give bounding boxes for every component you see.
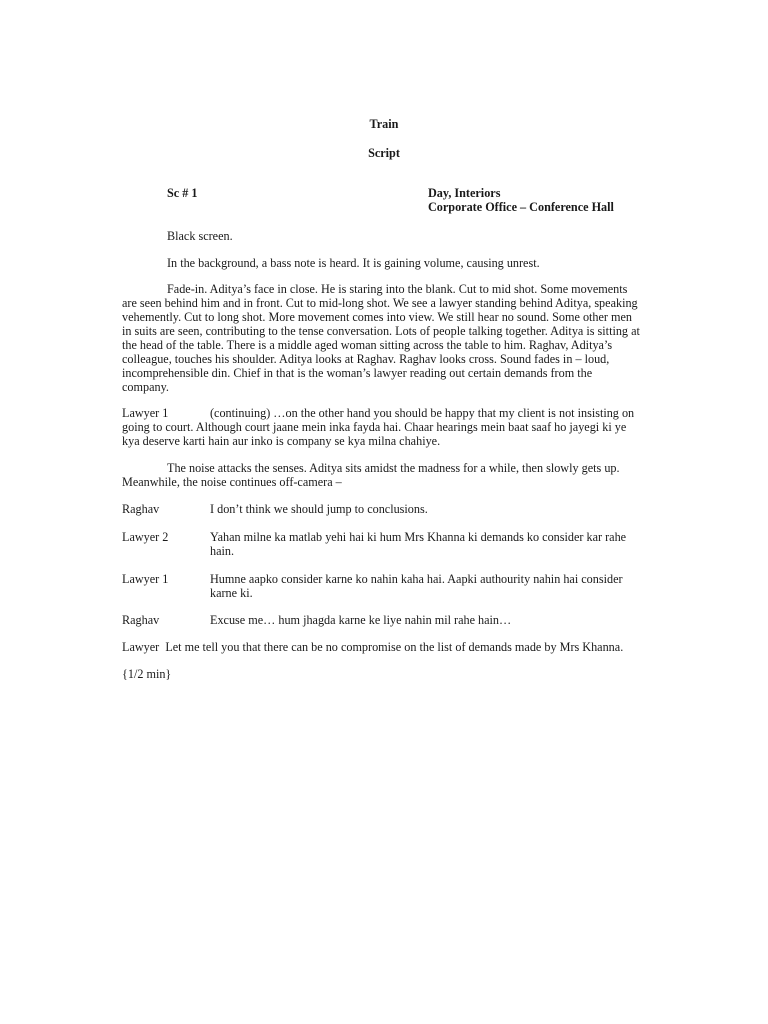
scene-place: Corporate Office – Conference Hall [428,200,614,214]
dialogue-lawyer2 [122,530,642,558]
document-subtitle: Script [368,146,400,160]
dialogue-speaker: Lawyer 1 [122,406,169,420]
paragraph-noise: The noise attacks the senses. Aditya sits amidst the madness for a while, then slowly gets up. Meanwhile, the noise continues off-camera – [122,461,620,489]
dialogue-lawyer1-continuing [122,406,644,448]
dialogue-speaker: Lawyer 2 [122,530,169,544]
scene-time-location: Day, Interiors [428,186,501,200]
dialogue-raghav-2 [122,613,644,627]
paragraph-black-screen: Black screen. [167,229,233,243]
dialogue-text: Excuse me… hum jhagda karne ke liye nahin mil rahe hain… [210,613,512,627]
dialogue-lawyer1 [122,572,642,600]
dialogue-speaker: Lawyer 1 [122,572,169,586]
dialogue-raghav-1 [122,502,644,516]
dialogue-text: Humne aapko consider karne ko nahin kaha hai. Aapki authourity nahin hai consider karne ki. [210,572,623,600]
paragraph-background-sound: In the background, a bass note is heard. It is gaining volume, causing unrest. [167,256,540,270]
dialogue-lawyer-final [122,640,652,654]
scene-number: Sc # 1 [167,186,198,200]
paragraph-fade-in: Fade-in. Aditya’s face in close. He is staring into the blank. Cut to mid shot. Some movements are seen behind him and in front. Cut to mid-long shot. We see a lawyer standing behind Aditya, speaking vehemently. Cut to long shot. More movement comes into view. We still hear no sound. Some other men in suits are seen, contributing to the tense conversation. Lots of people talking together. Aditya is sitting at the head of the table. There is a middle aged woman sitting across the table to him. Raghav, Aditya’s colleague, touches his shoulder. Aditya looks at Raghav. Raghav looks cross. Sound fades in – loud, incomprehensible din. Chief in that is the woman’s lawyer reading out certain demands from the company. [122,282,640,394]
timing-note: {1/2 min} [122,667,172,681]
dialogue-speaker: Raghav [122,613,160,627]
document-title: Train [369,117,399,131]
dialogue-text: (continuing) …on the other hand you should be happy that my client is not insisting on going to court. Although court jaane mein inka fayda hai. Chaar hearings mein baat saaf ho jayegi ki ye kya deserve karti hain aur inko is company se kya milna chahiye. [122,406,635,448]
dialogue-speaker: Lawyer [122,640,160,654]
scene-heading [428,186,614,214]
dialogue-speaker: Raghav [122,502,160,516]
dialogue-text: I don’t think we should jump to conclusions. [210,502,428,516]
dialogue-text: Let me tell you that there can be no compromise on the list of demands made by Mrs Khanna. [165,640,624,654]
dialogue-text: Yahan milne ka matlab yehi hai ki hum Mrs Khanna ki demands ko consider kar rahe hain. [210,530,627,558]
